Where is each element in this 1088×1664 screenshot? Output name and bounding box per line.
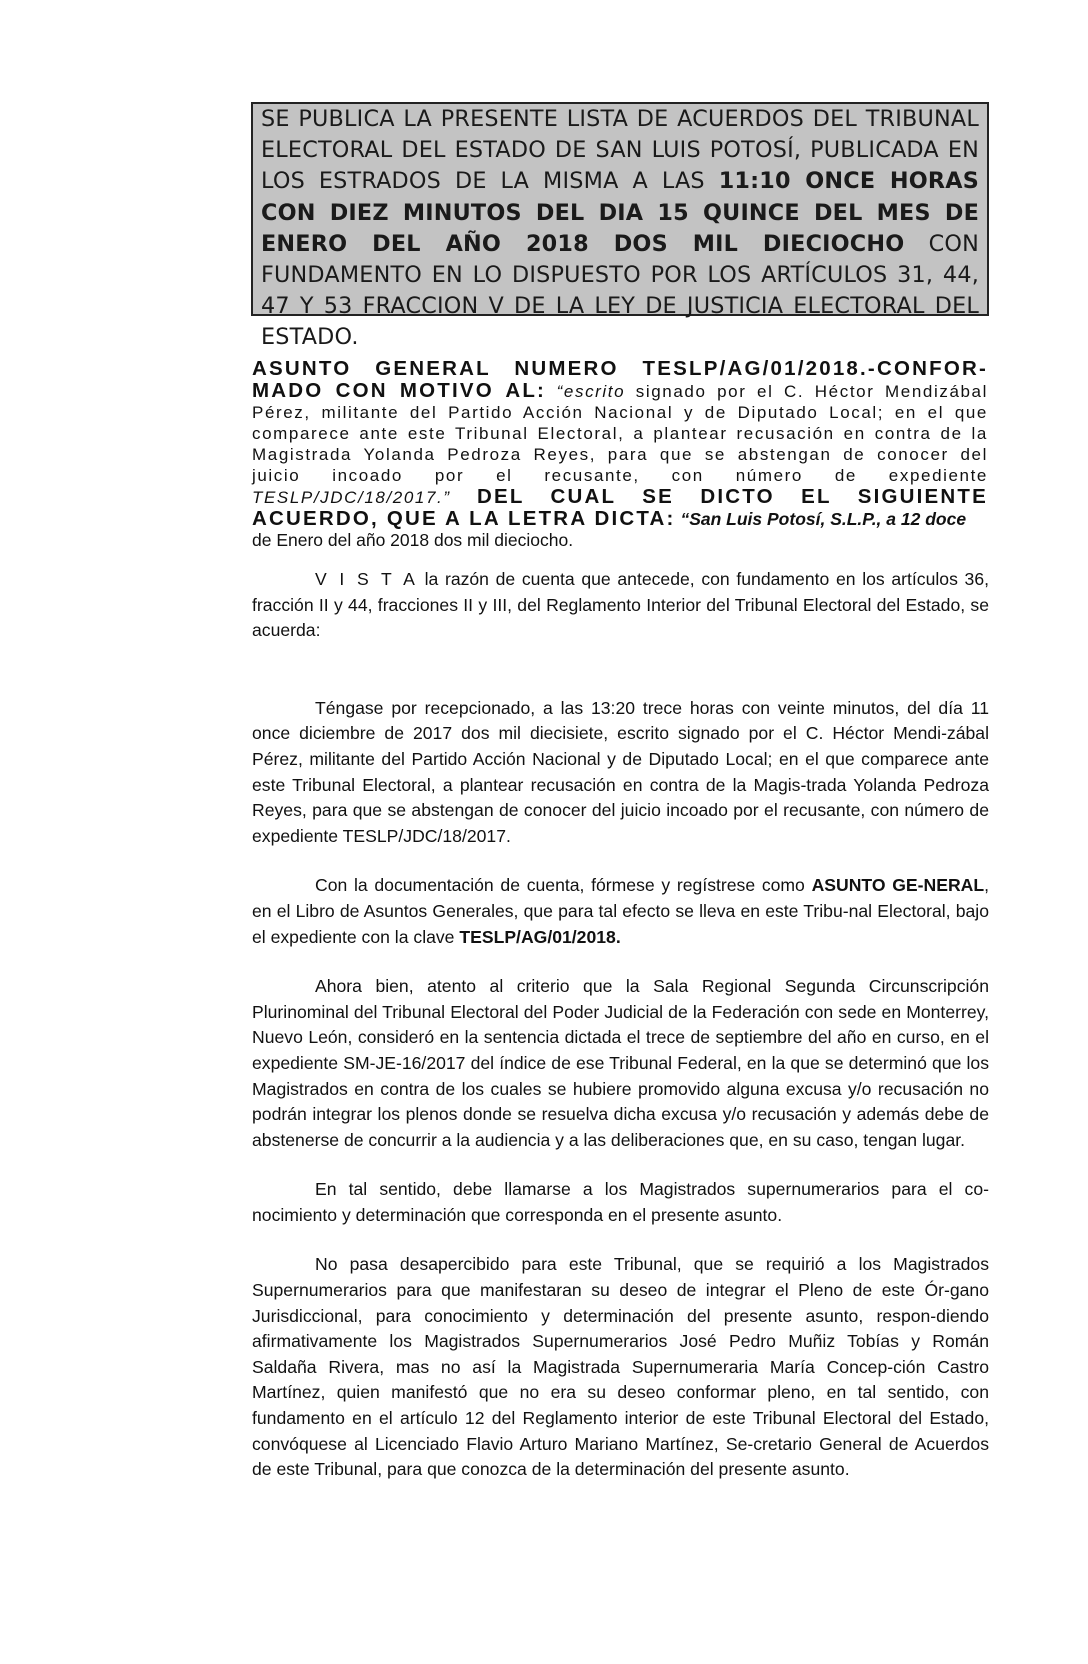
registro-bold-asunto: ASUNTO GE-NERAL (811, 875, 985, 896)
notice-text-bold: 11:10 ONCE HORAS CON DIEZ MINUTOS DEL DIA 15 QUINCE DEL MES DE ENERO DEL AÑO 2018 DOS MIL DIECIOCHO (261, 168, 979, 257)
paragraph-sentido: En tal sentido, debe llamarse a los Magistrados supernumerarios para el co-nocimiento y determinación que corresponda en el presente asunto. (252, 1179, 989, 1225)
registro-bold-clave: TESLP/AG/01/2018. (459, 926, 621, 947)
vista-text: la razón de cuenta que antecede, con fundamento en los artículos 36, fracción II y 44, fracciones II y III, del Reglamento Interior del Tribunal Electoral del Estado, se acuerda: (252, 569, 989, 641)
publication-notice-box (251, 102, 989, 351)
vista-label: V I S T A (315, 569, 418, 589)
case-header (252, 358, 988, 551)
registro-text-a: Con la documentación de cuenta, fórmese y regístrese como (315, 875, 812, 896)
paragraph-criterio: Ahora bien, atento al criterio que la Sala Regional Segunda Circunscripción Plurinominal del Tribunal Electoral del Poder Judicial de la Federación con sede en Monterrey, Nuevo León, consideró en la sentencia dictada el trece de septiembre del año en curso, en el expediente SM-JE-16/2017 del índice de ese Tribunal Federal, en la que se determinó que los Magistrados en contra de los cuales se hubiere promovido alguna excusa y/o recusación no podrán integrar los plenos donde se resuelva dicha excusa y/o recusación y además debe de abstenerse de concurrir a la audiencia y a las deliberaciones que, en su caso, tengan lugar. (252, 976, 989, 1150)
paragraph-recepcion: Téngase por recepcionado, a las 13:20 trece horas con veinte minutos, del día 11 once diciembre de 2017 dos mil diecisiete, escrito signado por el C. Héctor Mendi-zábal Pérez, militante del Partido Acción Nacional y de Diputado Local; en el que comparece ante este Tribunal Electoral, a plantear recusación en contra de la Magis-trada Yolanda Pedroza Reyes, para que se abstengan de conocer del juicio incoado por el recusante, con número de expediente TESLP/JDC/18/2017. (252, 697, 989, 846)
notice-text-part1: SE PUBLICA LA PRESENTE LISTA DE ACUERDOS DEL TRIBUNAL ELECTORAL DEL ESTADO DE SAN LUIS POTOSÍ, PUBLICADA EN LOS ESTRADOS DE LA MISMA A LAS (261, 106, 979, 195)
paragraph-registro (252, 873, 989, 950)
paragraph-supernumerarios: No pasa desapercibido para este Tribunal, que se requirió a los Magistrados Supernumerarios para que manifestaran su deseo de integrar el Pleno de este Ór-gano Jurisdiccional, para conocimiento y determinación del presente asunto, respon-diendo afirmativamente los Magistrados Supernumerarios José Pedro Muñiz Tobías y Román Saldaña Rivera, mas no así la Magistrada Supernumeraria María Concep-ción Castro Martínez, quien manifestó que no era su deseo conformar pleno, en tal sentido, con fundamento en el artículo 12 del Reglamento interior de este Tribunal Electoral del Estado, convóquese al Licenciado Flavio Arturo Mariano Martínez, Se-cretario General de Acuerdos de este Tribunal, para que conozca de la determinación del presente asunto. (252, 1254, 989, 1480)
paragraph-vista (252, 567, 989, 644)
agreement-body (252, 567, 989, 1507)
case-expediente: TESLP/JDC/18/2017.” (252, 488, 451, 507)
date-rest: de Enero del año 2018 dos mil dieciocho. (252, 530, 574, 550)
case-description: signado por el C. Héctor Mendizábal Pérez, militante del Partido Acción Nacional y de Diputado Local; en el que comparece ante este Tribunal Electoral, a plantear recusación en contra de la Magistrada Yolanda Pedroza Reyes, para que se abstengan de conocer del juicio incoado por el recusante, con número de expediente (252, 382, 988, 485)
quote-open: “escrito (546, 382, 626, 401)
registro-text-c: , en el Libro de Asuntos Generales, que para tal efecto se lleva en este Tribu-nal Electoral, bajo el expediente con la clave (252, 875, 990, 947)
notice-text-part2: CON FUNDAMENTO EN LO DISPUESTO POR LOS ARTÍCULOS 31, 44, 47 Y 53 FRACCION V DE LA LEY DE JUSTICIA ELECTORAL DEL ESTADO. (261, 230, 979, 351)
date-italic: “San Luis Potosí, S.L.P., a 12 doce (675, 509, 967, 529)
case-title: ASUNTO GENERAL NUMERO TESLP/AG/01/2018.-CONFOR-MADO CON MOTIVO AL: (252, 357, 988, 402)
del-cual-heading: DEL CUAL SE DICTO EL SIGUIENTE ACUERDO, QUE A LA LETRA DICTA: (252, 485, 988, 530)
